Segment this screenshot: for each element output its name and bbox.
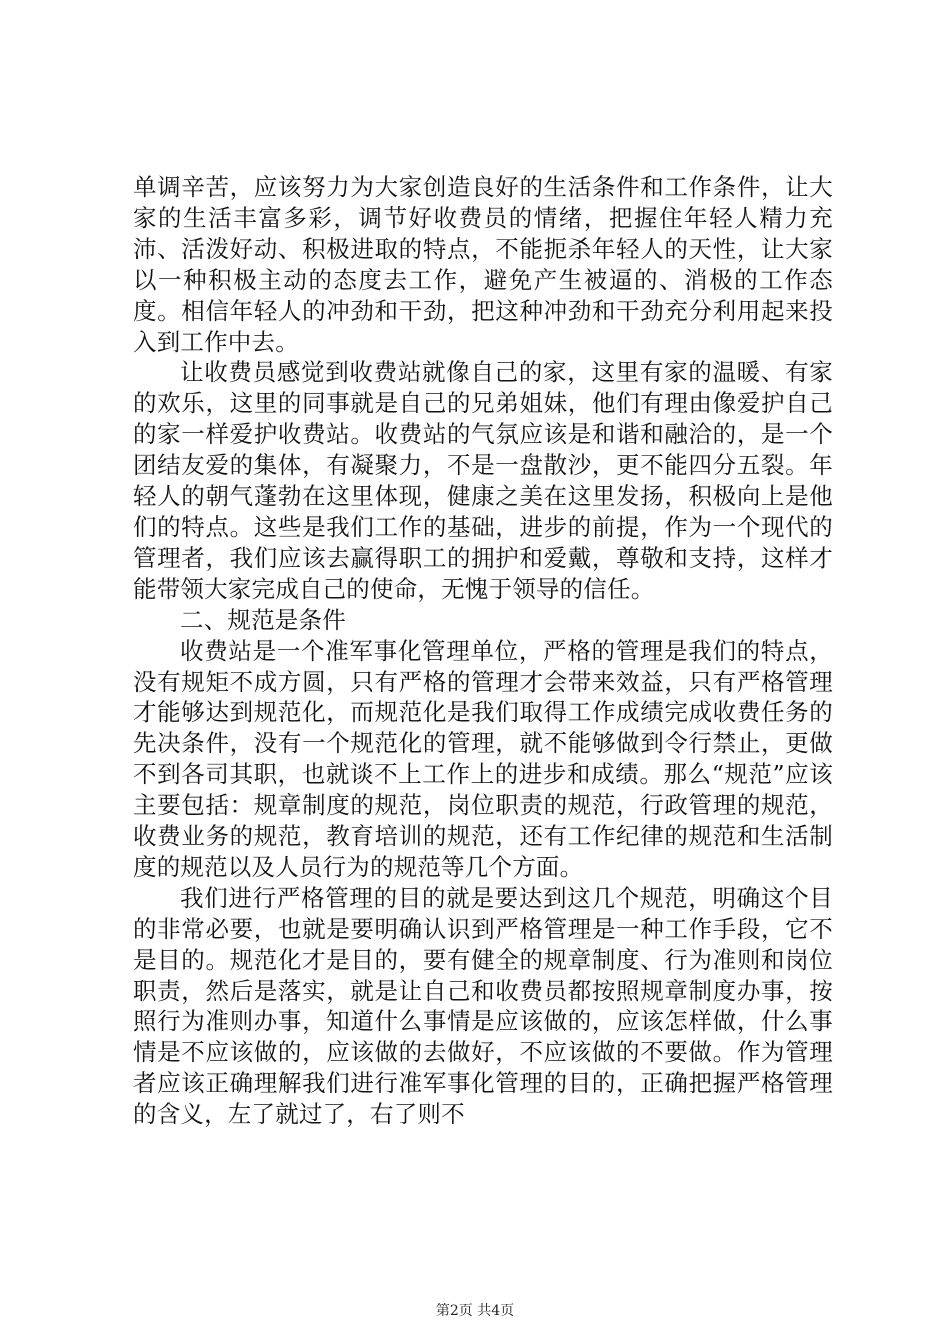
- paragraph-strict-management: 收费站是一个准军事化管理单位，严格的管理是我们的特点，没有规矩不成方圆，只有严格的管理才会带来效益，只有严格管理才能够达到规范化，而规范化是我们取得工作成绩完成收费任务的先决条件，没有一个规范化的管理，就不能够做到令行禁止，更做不到各司其职，也就谈不上工作上的进步和成绩。那么“规范”应该主要包括：规章制度的规范，岗位职责的规范，行政管理的规范，收费业务的规范，教育培训的规范，还有工作纪律的规范和生活制度的规范以及人员行为的规范等几个方面。: [133, 636, 833, 881]
- paragraph-continuation: 单调辛苦，应该努力为大家创造良好的生活条件和工作条件，让大家的生活丰富多彩，调节好收费员的情绪，把握住年轻人精力充沛、活泼好动、积极进取的特点，不能扼杀年轻人的天性，让大家以一种积极主动的态度去工作，避免产生被逼的、消极的工作态度。相信年轻人的冲劲和干劲，把这种冲劲和干劲充分利用起来投入到工作中去。: [133, 173, 833, 356]
- document-body: [133, 172, 833, 1130]
- section-heading-standards: 二、规范是条件: [180, 605, 346, 634]
- paragraph-management-purpose: 我们进行严格管理的目的就是要达到这几个规范，明确这个目的非常必要，也就是要明确认识到严格管理是一种工作手段，它不是目的。规范化才是目的，要有健全的规章制度、行为准则和岗位职责，然后是落实，就是让自己和收费员都按照规章制度办事，按照行为准则办事，知道什么事情是应该做的，应该怎样做，什么事情是不应该做的，应该做的去做好，不应该做的不要做。作为管理者应该正确理解我们进行准军事化管理的目的，正确把握严格管理的含义，左了就过了，右了则不: [133, 883, 833, 1129]
- page-number-footer: 第2页 共4页: [435, 1303, 515, 1319]
- paragraph-station-as-home: 让收费员感觉到收费站就像自己的家，这里有家的温暖、有家的欢乐，这里的同事就是自己的兄弟姐妹，他们有理由像爱护自己的家一样爱护收费站。收费站的气氛应该是和谐和融洽的，是一个团结友爱的集体，有凝聚力，不是一盘散沙，更不能四分五裂。年轻人的朝气蓬勃在这里体现，健康之美在这里发扬，积极向上是他们的特点。这些是我们工作的基础，进步的前提，作为一个现代的管理者，我们应该去赢得职工的拥护和爱戴，尊敬和支持，这样才能带领大家完成自己的使命，无愧于领导的信任。: [133, 358, 833, 603]
